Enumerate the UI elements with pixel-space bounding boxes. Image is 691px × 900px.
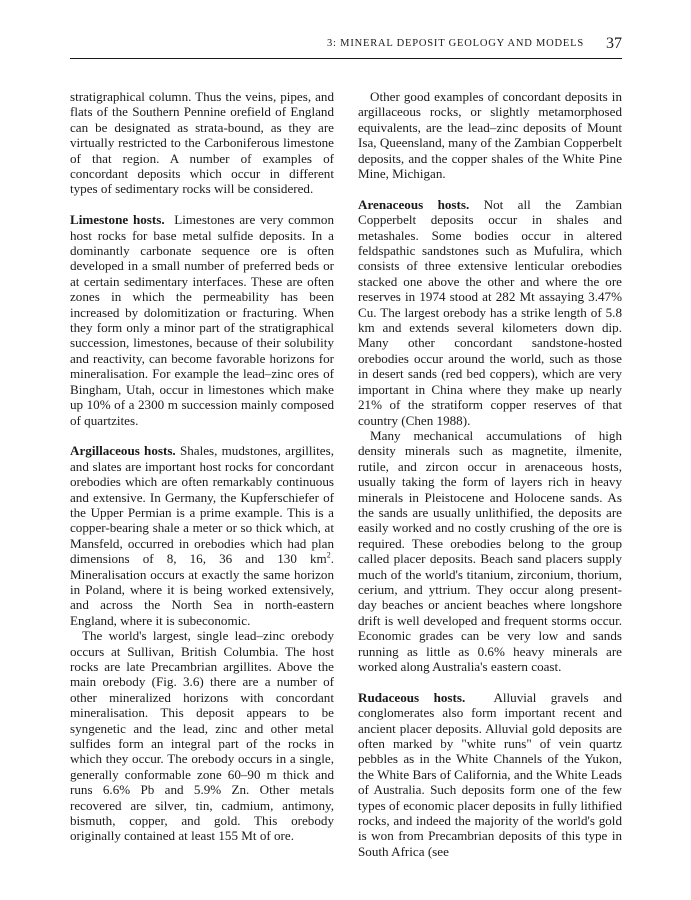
superscript-km2: 2 <box>326 550 331 560</box>
paragraph-sullivan: The world's largest, single lead–zinc orebody occurs at Sullivan, British Columbia. The host rocks are late Precambrian argillites. Above the main orebody (Fig. 3.6) there are a number of other mineralized horizons with concordant mineralisation. This deposit appears to be syngenetic and the lead, zinc and other metal sulfides form an integral part of the rocks in which they occur. The orebody occurs in a single, generally conformable zone 60–90 m thick and runs 6.6% Pb and 5.9% Zn. Other metals recovered are silver, tin, cadmium, antimony, bismuth, copper, and gold. This orebody originally contained at least 155 Mt of ore. <box>70 628 334 844</box>
text-limestone-hosts: Limestones are very common host rocks for base metal sulfide deposits. In a dominantly carbonate sequence ore is often developed in a small number of preferred beds or at certain sedimentary interfaces. These are often zones in which the permeability has been increased by dolomitization or fracturing. When they form only a minor part of the stratigraphical succession, limestones, because of their solubility and reactivity, can become favorable horizons for mineralisation. For example the lead–zinc ores of Bingham, Utah, occur in limestones which make up 10% of a 2300 m succession mainly composed of quartzites. <box>70 212 334 428</box>
paragraph-concordant-examples: Other good examples of concordant deposits in argillaceous rocks, or slightly metamorphosed equivalents, are the lead–zinc deposits of Mount Isa, Queensland, many of the Zambian Copperbelt deposits, and the copper shales of the White Pine Mine, Michigan. <box>358 89 622 182</box>
paragraph-rudaceous-hosts <box>358 690 622 859</box>
heading-arenaceous-hosts: Arenaceous hosts. <box>358 196 470 212</box>
paragraph-limestone-hosts <box>70 212 334 428</box>
text-argillaceous-b: . Mineralisation occurs at exactly the same horizon in Poland, where it is being worked extensively, and across the North Sea in north-eastern England, where it is subeconomic. <box>70 551 334 628</box>
paragraph-placer-deposits: Many mechanical accumulations of high density minerals such as magnetite, ilmenite, rutile, and zircon occur in arenaceous hosts, usually taking the form of layers rich in heavy minerals in Pleistocene and Holocene sands. As the sands are usually unlithified, the deposits are easily worked and no costly crushing of the ore is required. These orebodies belong to the group called placer deposits. Beach sand placers supply much of the world's titanium, zirconium, thorium, cerium, and yttrium. They occur along present-day beaches or ancient beaches where longshore drift is well developed and frequent storms occur. Economic grades can be very low and sands running as little as 0.6% heavy minerals are worked along Australia's eastern coast. <box>358 427 622 675</box>
paragraph-arenaceous-hosts <box>358 197 622 428</box>
header-rule <box>70 58 622 59</box>
text-argillaceous-a: Shales, mudstones, argillites, and slates are important host rocks for concordant orebodies which are often remarkably continuous and extensive. In Germany, the Kupferschiefer of the Upper Permian is a prime example. This is a copper-bearing shale a meter or so thick which, at Mansfeld, occurred in orebodies which had plan dimensions of 8, 16, 36 and 130 km <box>70 443 334 567</box>
heading-argillaceous-hosts: Argillaceous hosts. <box>70 443 176 459</box>
heading-limestone-hosts: Limestone hosts. <box>70 212 165 228</box>
left-column <box>70 89 334 844</box>
text-rudaceous-hosts: Alluvial gravels and conglomerates also form important recent and ancient placer deposits. Alluvial gold deposits are often marked by "white runs" of vein quartz pebbles as in the White Channels of the Yukon, the White Bars of California, and the White Leads of Australia. Such deposits form one of the few types of economic placer deposits in fully lithified rocks, and indeed the majority of the world's gold is won from Precambrian deposits of this type in South Africa (see <box>358 689 622 859</box>
paragraph-stratigraphical: stratigraphical column. Thus the veins, pipes, and flats of the Southern Pennine orefield of England can be designated as strata-bound, as they are virtually restricted to the Carboniferous limestone of that region. A number of examples of concordant deposits which occur in different types of sedimentary rocks will be considered. <box>70 89 334 197</box>
text-arenaceous-hosts: Not all the Zambian Copperbelt deposits occur in shales and metashales. Some bodies occur in altered feldspathic sandstones such as Mufulira, which consists of three extensive lenticular orebodies stacked one above the other and where the ore reserves in 1974 stood at 282 Mt assaying 3.47% Cu. The largest orebody has a strike length of 5.8 km and extends several kilometers down dip. Many other concordant sandstone-hosted orebodies occur around the world, such as those in desert sands (red bed coppers), which are very important in China where they make up nearly 21% of the stratiform copper reserves of that country (Chen 1988). <box>358 196 622 428</box>
paragraph-argillaceous-hosts <box>70 443 334 628</box>
right-column <box>358 89 622 859</box>
page-number: 37 <box>606 35 622 52</box>
heading-rudaceous-hosts: Rudaceous hosts. <box>358 689 466 705</box>
running-title: 3: MINERAL DEPOSIT GEOLOGY AND MODELS <box>326 38 584 49</box>
running-header <box>70 35 622 55</box>
